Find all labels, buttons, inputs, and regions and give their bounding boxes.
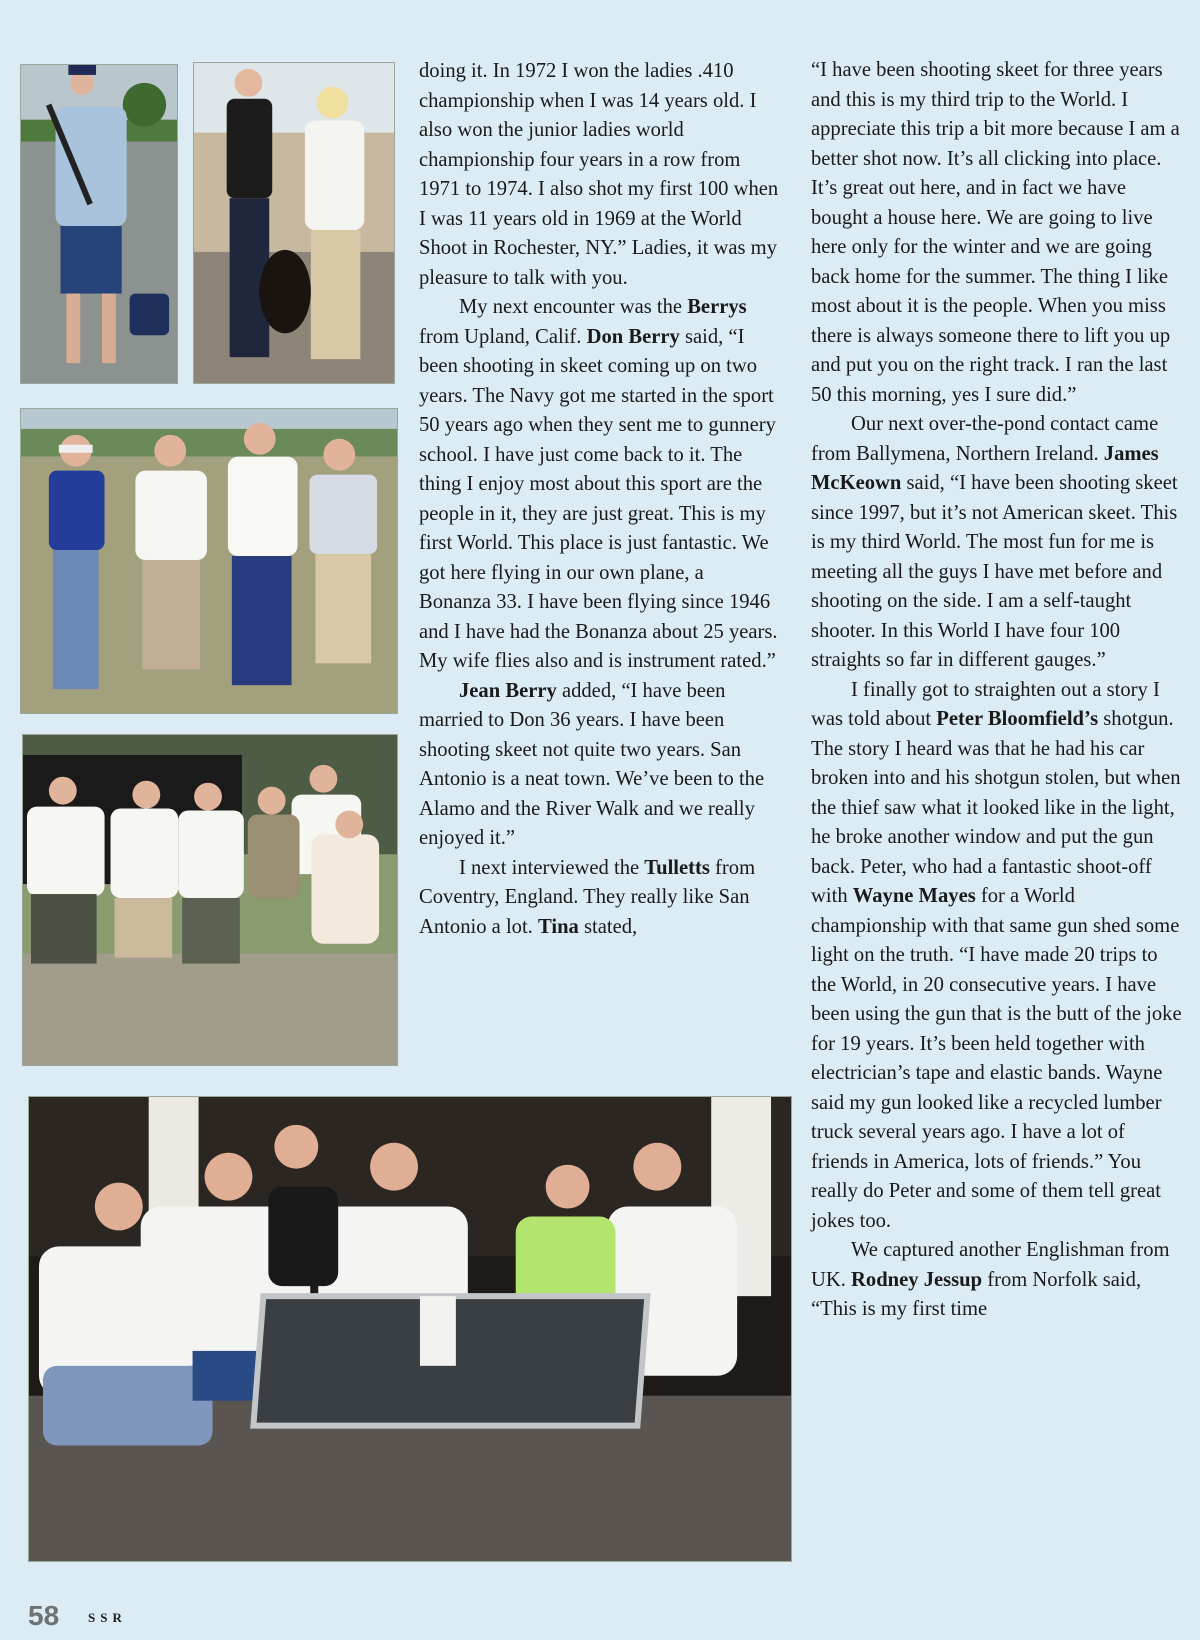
name-highlight: Rodney Jessup xyxy=(851,1268,983,1291)
article-column-middle xyxy=(419,57,779,942)
photo-two-women-with-dog xyxy=(193,62,395,384)
page-number: 58 xyxy=(28,1600,60,1631)
article-column-right xyxy=(811,56,1183,1325)
name-highlight: Peter Bloomfield’s xyxy=(936,708,1099,730)
photo-group-at-truck xyxy=(22,734,398,1066)
paragraph: doing it. In 1972 I won the ladies .410 championship when I was 14 years old. I also won the junior ladies world championship four years in a row from 1971 to 1974. I also shot my first 100 when I was 11 years old in 1969 at the World Shoot in Rochester, NY.” Ladies, it was my pleasure to talk with you. xyxy=(419,60,779,289)
name-highlight: Tulletts xyxy=(644,856,710,879)
photo-group-at-table xyxy=(28,1096,792,1562)
magazine-name: SSR xyxy=(88,1610,127,1625)
name-highlight: James McKeown xyxy=(811,442,1159,494)
name-highlight: Tina xyxy=(537,915,579,938)
name-highlight: Don Berry xyxy=(586,325,680,348)
paragraph: My next encounter was the Berrys from Upland, Calif. Don Berry said, “I been shooting in skeet coming up on two years. The Navy got me started in the sport 50 years ago when they sent me to gunnery school. I have just come back to it. The thing I enjoy most about this sport are the people in it, they are just great. This is my first World. This place is just fantastic. We got here flying in our own plane, a Bonanza 33. I have been flying since 1946 and I have had the Bonanza about 25 years. My wife flies also and is instrument rated.” xyxy=(419,296,778,672)
photo-four-men-with-shotguns xyxy=(20,408,398,714)
name-highlight: Wayne Mayes xyxy=(852,885,976,907)
photo-man-with-shotgun xyxy=(20,64,178,384)
paragraph: “I have been shooting skeet for three years and this is my third trip to the World. I appreciate this trip a bit more because I am a better shot now. It’s all clicking into place. It’s great out here, and in fact we have bought a house here. We are going to live here only for the winter and we are going back home for the summer. The thing I like most about it is the people. When you miss there is always someone there to lift you up and put you on the right track. I ran the last 50 this morning, yes I sure did.” xyxy=(811,59,1180,406)
paragraph: Jean Berry added, “I have been married to Don 36 years. I have been shooting skeet not quite two years. San Antonio is a neat town. We’ve been to the Alamo and the River Walk and we really enjoyed it.” xyxy=(419,679,765,849)
paragraph: We captured another Englishman from UK. Rodney Jessup from Norfolk said, “This is my first time xyxy=(811,1239,1170,1320)
name-highlight: Berrys xyxy=(687,296,747,318)
paragraph: Our next over-the-pond contact came from Ballymena, Northern Ireland. James McKeown said, “I have been shooting skeet since 1997, but it’s not American skeet. This is my third World. The most fun for me is meeting all the guys I have met before and shooting on the side. I am a self-taught shooter. In this World I have four 100 straights so far in different gauges.” xyxy=(811,413,1178,671)
paragraph: I finally got to straighten out a story I was told about Peter Bloomfield’s shotgun. The story I heard was that he had his car broken into and his shotgun stolen, but when the thief saw what it looked like in the light, he broke another window and put the gun back. Peter, who had a fantastic shoot-off with Wayne Mayes for a World championship with that same gun shed some light on the truth. “I have made 20 trips to the World, in 20 consecutive years. I have been using the gun that is the butt of the joke for 19 years. It’s been held together with electrician’s tape and elastic bands. Wayne said my gun looked like a recycled lumber truck several years ago. I have a lot of friends in America, lots of friends.” You really do Peter and some of them tell great jokes too. xyxy=(811,678,1182,1232)
name-highlight: Jean Berry xyxy=(459,679,557,702)
paragraph: I next interviewed the Tulletts from Coventry, England. They really like San Antonio a lot. Tina stated, xyxy=(419,856,756,938)
